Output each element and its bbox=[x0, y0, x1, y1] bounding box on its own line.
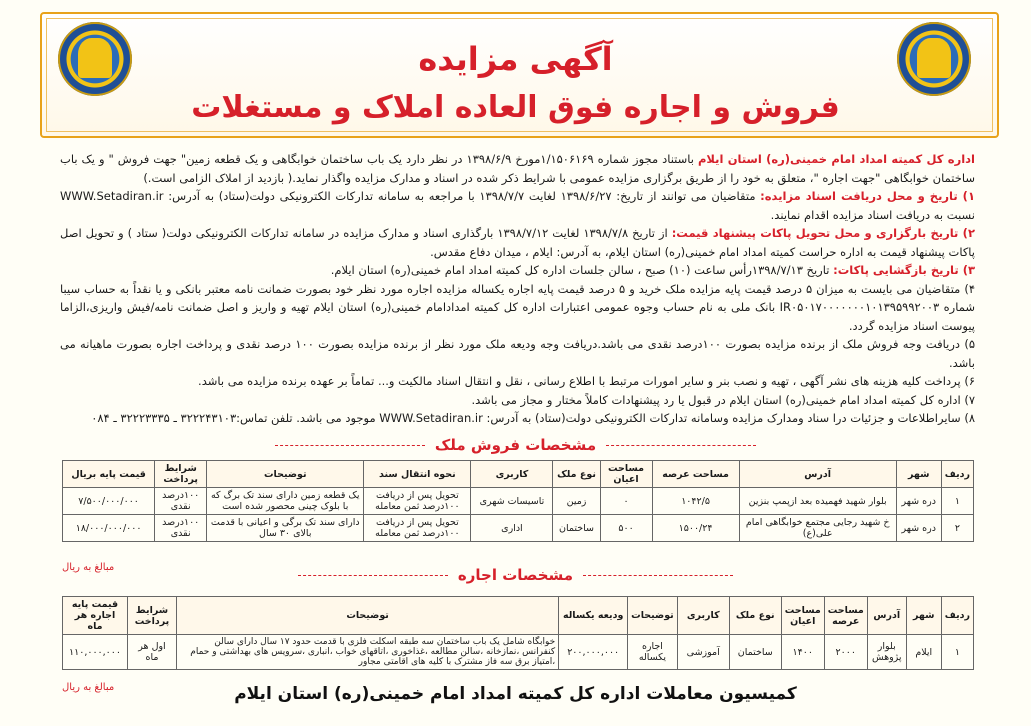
item-4: ۴) متقاضیان می بایست به میزان ۵ درصد قیمت پایه مزایده ملک خرید و ۵ درصد قیمت پایه اجاره یکساله مزایده اجاره مورد نظر خود بصورت ضمانت نامه معتبر بانکی و یا نقداً به حساب سیبا شماره IR۰۵۰۱۷۰۰۰۰۰۰۰۱۰۱۳۹۵۹۹۲۰۰۳ بانک ملی به نام حساب وجوه عمومی اعتبارات اداره کل کمیته امدادامام خمینی(ره) استان ایلام تهیه و واریز و اصل ضمانت نامه/فیش واریزی،الزاما پیوست اسناد مزایده گردد. bbox=[60, 281, 975, 333]
table-row: ۱ دره شهر بلوار شهید فهمیده بعد ازپمپ بنزین ۱۰۴۲/۵ ۰ زمین تاسیسات شهری تحویل پس از دریافت ۱۰۰درصد ثمن معامله یک قطعه زمین دارای سند تک برگ که با بلوک چینی محصور شده است ۱۰۰درصد نقدی ۷/۵۰۰/۰۰۰/۰۰۰ bbox=[63, 488, 974, 515]
item-5: ۵) دریافت وجه فروش ملک از برنده مزایده بصورت ۱۰۰درصد نقدی می باشد.دریافت وجه ودیعه ملک مورد نظر از برنده مزایده بصورت ۱۰۰ درصد نقدی و پرداخت اجاره بصورت ماهیانه می باشد. bbox=[60, 337, 975, 370]
sale-section-title: مشخصات فروش ملک bbox=[0, 436, 1031, 454]
sale-table bbox=[62, 460, 974, 542]
ad-body bbox=[60, 150, 975, 428]
rent-table bbox=[62, 596, 974, 670]
table-row: ۲ دره شهر خ شهید رجایی مجتمع خوابگاهی امام علی(ع) ۱۵۰۰/۲۴ ۵۰۰ ساختمان اداری تحویل پس از دریافت ۱۰۰درصد ثمن معامله دارای سند تک برگی و اعیانی با قدمت بالای ۳۰ سال ۱۰۰درصد نقدی ۱۸/۰۰۰/۰۰۰/۰۰۰ bbox=[63, 515, 974, 542]
table-row: ۱ ایلام بلوار پژوهش ۲۰۰۰ ۱۴۰۰ ساختمان آموزشی اجاره یکساله ۲۰۰,۰۰۰,۰۰۰ خوابگاه شامل یک باب ساختمان سه طبقه اسکلت فلزی با قدمت حدود ۱۷ سال دارای سالن کنفرانس ،نمازخانه ،سالن مطالعه ،غذاخوری ،اتاقهای خواب ،انباری ،سرویس های بهداشتی و حمام ،امتیاز برق سه فاز مشترک با کلیه های اقامتی مجاور اول هر ماه ۱۱۰,۰۰۰,۰۰۰ bbox=[63, 635, 974, 670]
sale-table-header: ردیف شهر آدرس مساحت عرصه مساحت اعیان نوع ملک کاربری نحوه انتقال سند توضیحات شرایط پرداخت قیمت پایه بریال bbox=[63, 461, 974, 488]
item-7: ۷) اداره کل کمیته امداد امام خمینی(ره) استان ایلام در قبول یا رد پیشنهادات کاملاً مختار و مجاز می باشد. bbox=[471, 392, 975, 407]
org-name: اداره کل کمیته امداد امام خمینی(ره) استان ایلام bbox=[697, 152, 975, 166]
intro-paragraph bbox=[60, 150, 975, 187]
ad-subtitle: فروش و اجاره فوق العاده املاک و مستغلات bbox=[191, 90, 840, 125]
item-6: ۶) پرداخت کلیه هزینه های نشر آگهی ، تهیه و نصب بنر و سایر امورات مرتبط با اطلاع رسانی ، نقل و انتقال اسناد مالکیت و... تماماً بر عهده برنده مزایده می باشد. bbox=[198, 374, 975, 388]
rent-table-header: ردیف شهر آدرس مساحت عرصه مساحت اعیان نوع ملک کاربری توضیحات ودیعه یکساله توضیحات شرایط پرداخت قیمت پایه اجاره هر ماه bbox=[63, 597, 974, 635]
intro-text: باستناد مجوز شماره ۱/۱۵۰۶۱۶۹مورخ ۱۳۹۸/۶/۹ در نظر دارد یک باب ساختمان خوابگاهی و یک قطعه زمین" جهت فروش " و یک باب ساختمان خوابگاهی "جهت اجاره "، متعلق به خود را از طریق برگزاری مزایده عمومی با شرایط ذکر شده در اسناد و مدارک مزایده واگذار نماید.( بازدید از املاک الزامی است.) bbox=[60, 152, 975, 185]
item-8: ۸) سایراطلاعات و جزئیات درا سناد ومدارک مزایده وسامانه تدارکات الکترونیکی دولت(ستاد) به آدرس: WWW.Setadiran.ir موجود می باشد. تلفن تماس:۳۲۲۲۴۳۱۰۳ ـ ۳۲۲۲۳۳۳۵ ـ ۰۸۴ bbox=[91, 411, 975, 425]
footer-signature: کمیسیون معاملات اداره کل کمیته امداد امام خمینی(ره) استان ایلام bbox=[234, 684, 797, 704]
ad-title: آگهی مزایده bbox=[418, 40, 613, 78]
sale-currency-note: مبالغ به ریال bbox=[62, 562, 115, 573]
item-3: ۳) تاریخ بازگشایی پاکات: تاریخ ۱۳۹۸/۷/۱۳رأس ساعت (۱۰) صبح ، سالن جلسات اداره کل کمیته امداد امام خمینی(ره) استان ایلام. bbox=[330, 263, 975, 277]
rent-section-title: مشخصات اجاره bbox=[0, 566, 1031, 584]
item-1: ۱) تاریخ و محل دریافت اسناد مزایده: متقاضیان می توانند از تاریخ: ۱۳۹۸/۶/۲۷ لغایت ۱۳۹۸/۷/۷ با مراجعه به سامانه تدارکات الکترونیکی دولت(ستاد) به آدرس: WWW.Setadiran.ir نسبت به دریافت اسناد مزایده اقدام نمایند. bbox=[60, 189, 975, 222]
rent-currency-note: مبالغ به ریال bbox=[62, 682, 115, 693]
item-2: ۲) تاریخ بارگزاری و محل تحویل پاکات پیشنهاد قیمت: از تاریخ ۱۳۹۸/۷/۸ لغایت ۱۳۹۸/۷/۱۲ بارگذاری اسناد و مدارک مزایده در سامانه تدارکات الکترونیکی دولت( ستاد ) و تحویل اصل پاکات پیشنهاد قیمت به اداره حراست کمیته امداد امام خمینی(ره) استان ایلام، به آدرس: ایلام ، میدان دفاع مقدس. bbox=[60, 226, 975, 259]
